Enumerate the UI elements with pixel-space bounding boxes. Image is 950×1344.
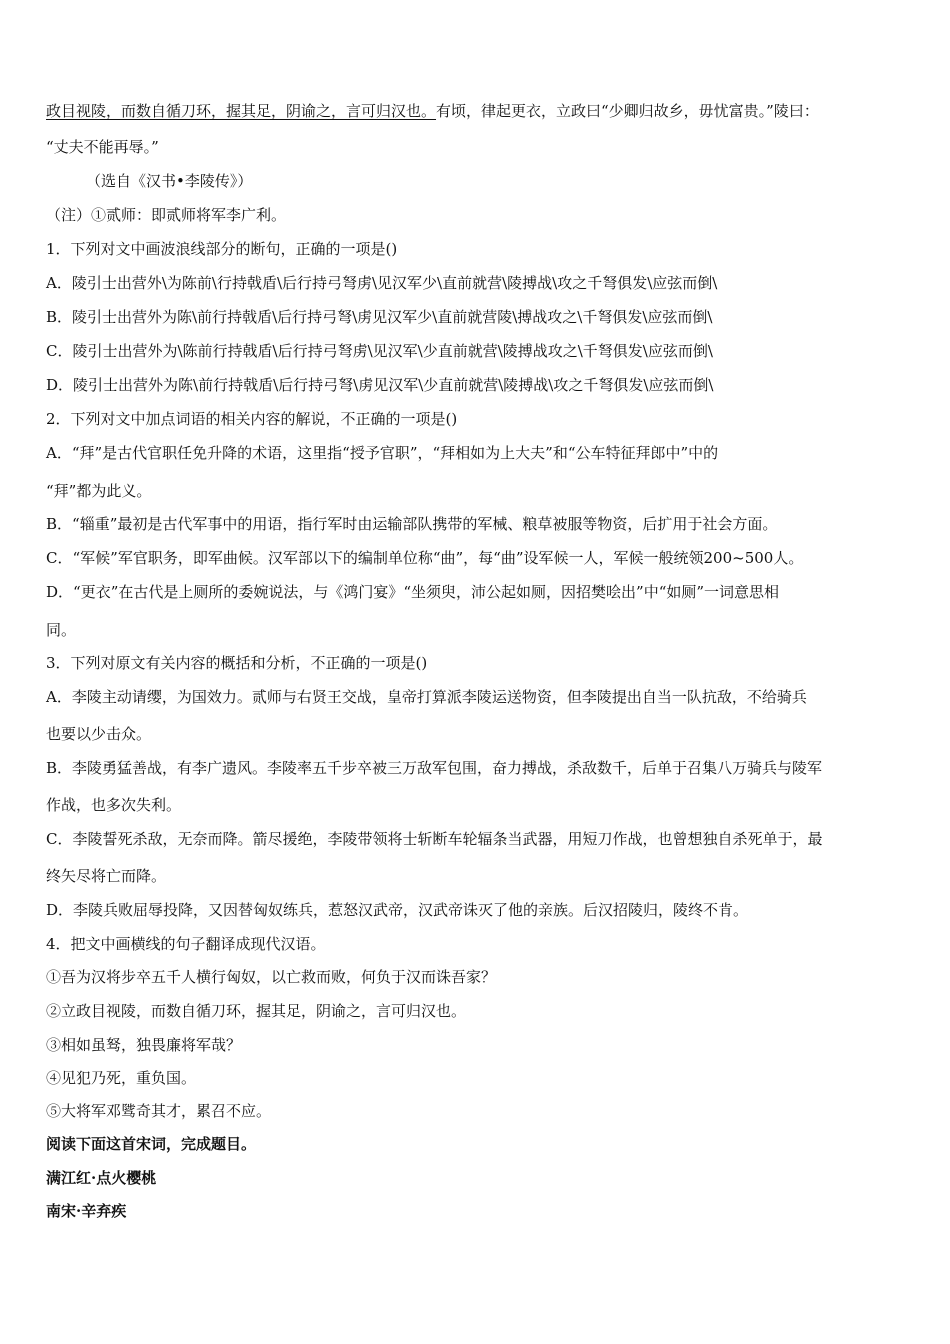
q2-option-c: C．“军候”军官职务，即军曲候。汉军部以下的编制单位称“曲”，每“曲”设军候一人，军候一般统领200~500人。 xyxy=(46,549,804,567)
q4-sentence-2: ②立政目视陵，而数自循刀环，握其足，阴谕之，言可归汉也。 xyxy=(46,1002,467,1020)
passage-line-1 xyxy=(46,101,819,121)
q2-option-a-line1: A．“拜”是古代官职任免升降的术语，这里指“授予官职”，“拜相如为上大夫”和“公车特征拜郎中”中的 xyxy=(46,444,719,462)
q3-option-a-line2: 也要以少击众。 xyxy=(46,725,152,743)
q1-option-d: D．陵引士出营外为陈\前行持戟盾\后行持弓弩\虏见汉军\少直前就营\陵搏战\攻之千弩俱发\应弦而倒\ xyxy=(46,376,714,394)
section-instruction: 阅读下面这首宋词，完成题目。 xyxy=(46,1135,257,1153)
q2-option-d-line2: 同。 xyxy=(46,621,77,639)
source-citation: （选自《汉书•李陵传》） xyxy=(86,172,253,190)
q2-option-b: B．“辎重”最初是古代军事中的用语，指行军时由运输部队携带的军械、粮草被服等物资，后扩用于社会方面。 xyxy=(46,515,778,533)
q1-stem: 1．下列对文中画波浪线部分的断句，正确的一项是() xyxy=(46,240,398,258)
q3-option-c-line1: C．李陵誓死杀敌，无奈而降。箭尽援绝，李陵带领将士斩断车轮辐条当武器，用短刀作战，也曾想独自杀死单于，最 xyxy=(46,830,823,848)
q1-option-a: A．陵引士出营外\为陈前\行持戟盾\后行持弓弩虏\见汉军少\直前就营\陵搏战\攻之千弩俱发\应弦而倒\ xyxy=(46,274,718,292)
q4-sentence-5: ⑤大将军邓骘奇其才，累召不应。 xyxy=(46,1102,272,1120)
underlined-sentence: 政目视陵，而数自循刀环，握其足，阴谕之，言可归汉也。 xyxy=(46,102,437,120)
q1-option-c: C．陵引士出营外为\陈前行持戟盾\后行持弓弩虏\见汉军\少直前就营\陵搏战攻之\千弩俱发\应弦而倒\ xyxy=(46,342,713,360)
q3-stem: 3．下列对原文有关内容的概括和分析，不正确的一项是() xyxy=(46,654,428,672)
passage-line-2: “丈夫不能再辱。” xyxy=(46,138,159,156)
q4-sentence-3: ③相如虽驽，独畏廉将军哉？ xyxy=(46,1036,242,1054)
q4-sentence-4: ④见犯乃死，重负国。 xyxy=(46,1069,197,1087)
q3-option-b-line2: 作战，也多次失利。 xyxy=(46,796,182,814)
q1-option-b: B．陵引士出营外为陈\前行持戟盾\后行持弓弩\虏见汉军少\直前就营陵\搏战攻之\千弩俱发\应弦而倒\ xyxy=(46,308,713,326)
poem-author: 南宋·辛弃疾 xyxy=(46,1202,127,1220)
q4-stem: 4．把文中画横线的句子翻译成现代汉语。 xyxy=(46,935,326,953)
q2-option-a-line2: “拜”都为此义。 xyxy=(46,482,152,500)
passage-text: 有顷，律起更衣，立政曰“少卿归故乡，毋忧富贵。”陵曰： xyxy=(436,102,819,120)
q2-option-d-line1: D．“更衣”在古代是上厕所的委婉说法，与《鸿门宴》“坐须臾，沛公起如厕，因招樊哙出”中“如厕”一词意思相 xyxy=(46,583,780,601)
q3-option-c-line2: 终矢尽将亡而降。 xyxy=(46,867,167,885)
poem-title: 满江红·点火樱桃 xyxy=(46,1169,157,1187)
q3-option-b-line1: B．李陵勇猛善战，有李广遗风。李陵率五千步卒被三万敌军包围，奋力搏战，杀敌数千，后单于召集八万骑兵与陵军 xyxy=(46,759,823,777)
q2-stem: 2．下列对文中加点词语的相关内容的解说，不正确的一项是() xyxy=(46,410,458,428)
q3-option-d: D．李陵兵败屈辱投降，又因替匈奴练兵，惹怒汉武帝，汉武帝诛灭了他的亲族。后汉招陵归，陵终不肯。 xyxy=(46,901,749,919)
footnote: （注）①贰师：即贰师将军李广利。 xyxy=(46,206,287,224)
q3-option-a-line1: A．李陵主动请缨，为国效力。贰师与右贤王交战，皇帝打算派李陵运送物资，但李陵提出自当一队抗敌，不给骑兵 xyxy=(46,688,807,706)
q4-sentence-1: ①吾为汉将步卒五千人横行匈奴，以亡救而败，何负于汉而诛吾家？ xyxy=(46,968,497,986)
